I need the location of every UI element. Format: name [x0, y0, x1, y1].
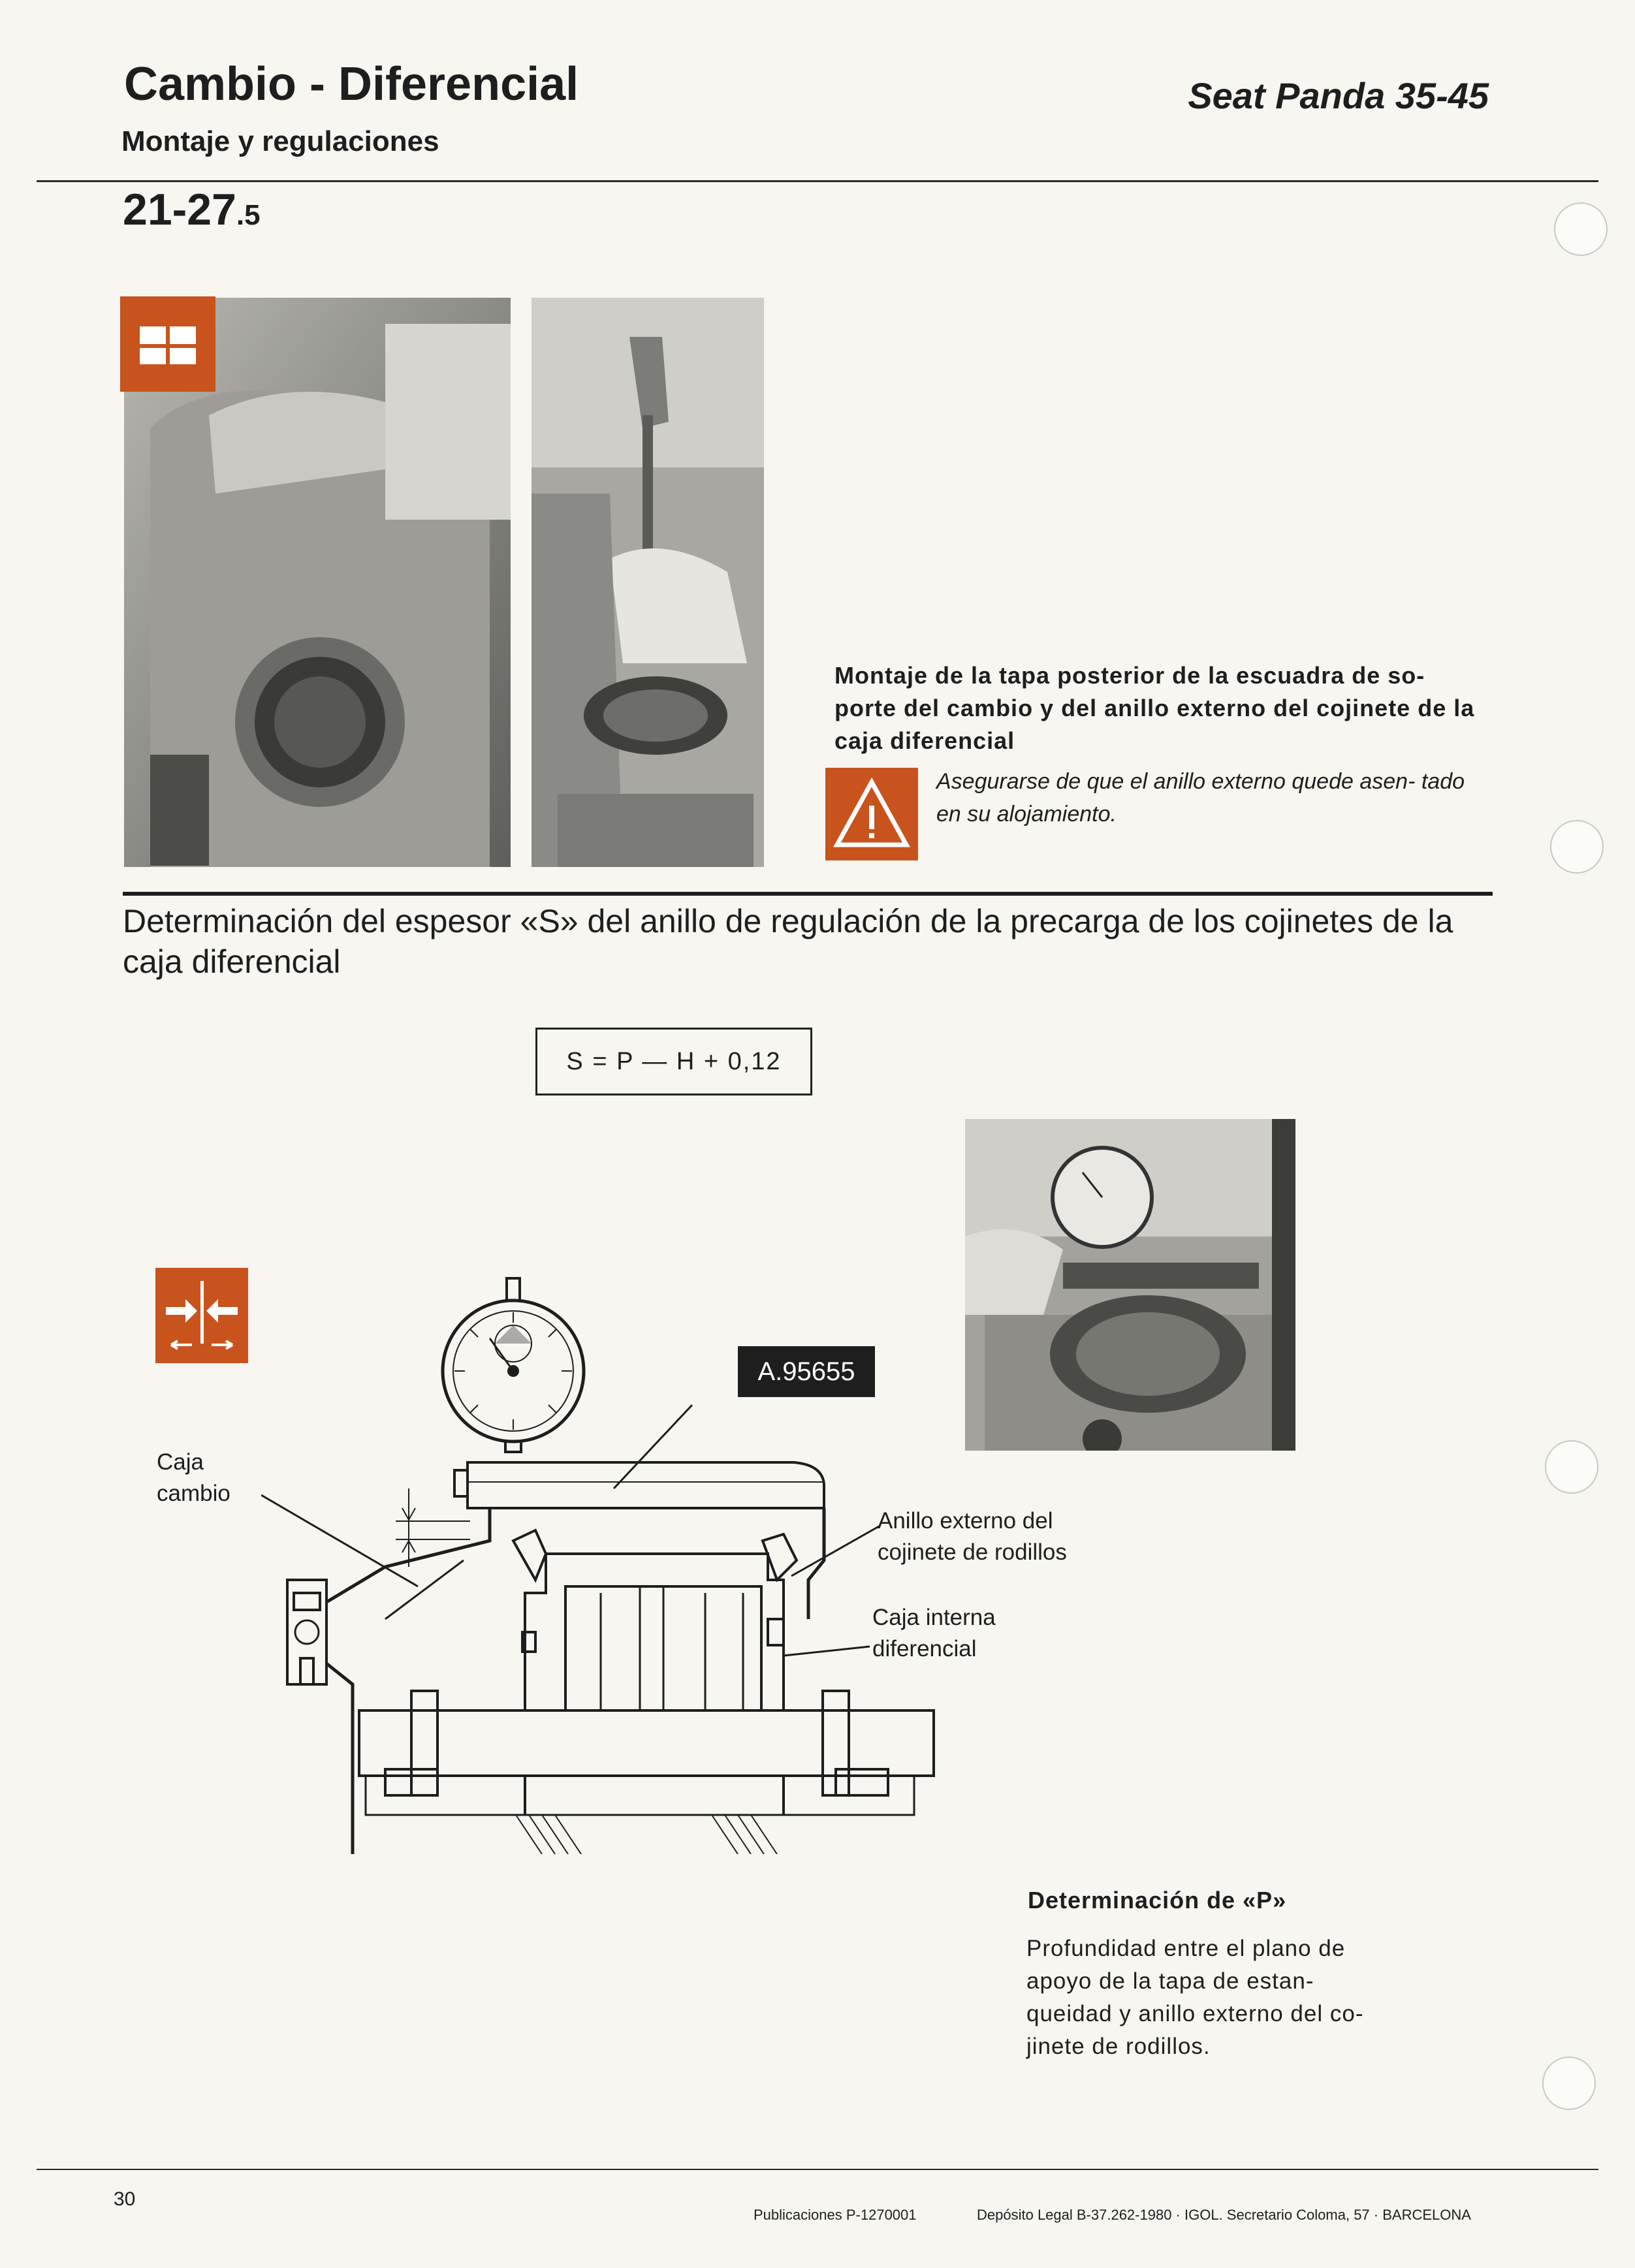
label-caja-cambio: Caja cambio — [157, 1449, 230, 1506]
section-title: Determinación del espesor «S» del anillo de regulación de la precarga de los cojinetes de la caja diferencial — [123, 903, 1453, 980]
caption-assembly: Montaje de la tapa posterior de la escuadra de so- porte del cambio y del anillo externo del cojinete de la caja diferencial — [834, 662, 1475, 754]
footer-rule — [37, 2169, 1598, 2170]
vehicle-model: Seat Panda 35-45 — [1188, 75, 1489, 116]
layout-grid-icon — [120, 296, 215, 392]
measure-arrows-icon — [155, 1268, 248, 1363]
footer-legal: Depósito Legal B-37.262-1980 · IGOL. Secretario Coloma, 57 · BARCELONA — [977, 2207, 1471, 2223]
formula-box: S = P — H + 0,12 — [535, 1028, 812, 1095]
binder-hole — [1542, 2056, 1596, 2110]
page-subtitle: Montaje y regulaciones — [121, 125, 439, 157]
det-p-title: Determinación de «P» — [1028, 1887, 1287, 1914]
warning-triangle-icon — [825, 768, 918, 860]
page-title: Cambio - Diferencial — [124, 58, 579, 110]
binder-hole — [1545, 1440, 1598, 1494]
tool-tag: A.95655 — [738, 1346, 875, 1397]
page-code-main: 21-27 — [123, 185, 236, 234]
binder-hole — [1554, 202, 1608, 256]
det-p-body: Profundidad entre el plano de apoyo de la tapa de estan- queidad y anillo externo del co- jinete de rodillos. — [1026, 1936, 1364, 2059]
footer-publication: Publicaciones P-1270001 — [754, 2207, 917, 2223]
binder-hole — [1550, 820, 1604, 874]
label-anillo-externo: Anillo externo del cojinete de rodillos — [878, 1508, 1067, 1565]
photo-dial-gauge-measurement — [965, 1119, 1295, 1451]
page-code-sub: .5 — [236, 199, 261, 231]
label-caja-interna: Caja interna diferencial — [872, 1605, 996, 1662]
page-code — [123, 184, 261, 235]
header-rule — [37, 180, 1598, 182]
page-number: 30 — [114, 2188, 136, 2210]
photo-hammer-installation — [532, 298, 764, 867]
section-divider — [123, 892, 1493, 896]
warning-note: Asegurarse de que el anillo externo quede asen- tado en su alojamiento. — [936, 769, 1465, 827]
